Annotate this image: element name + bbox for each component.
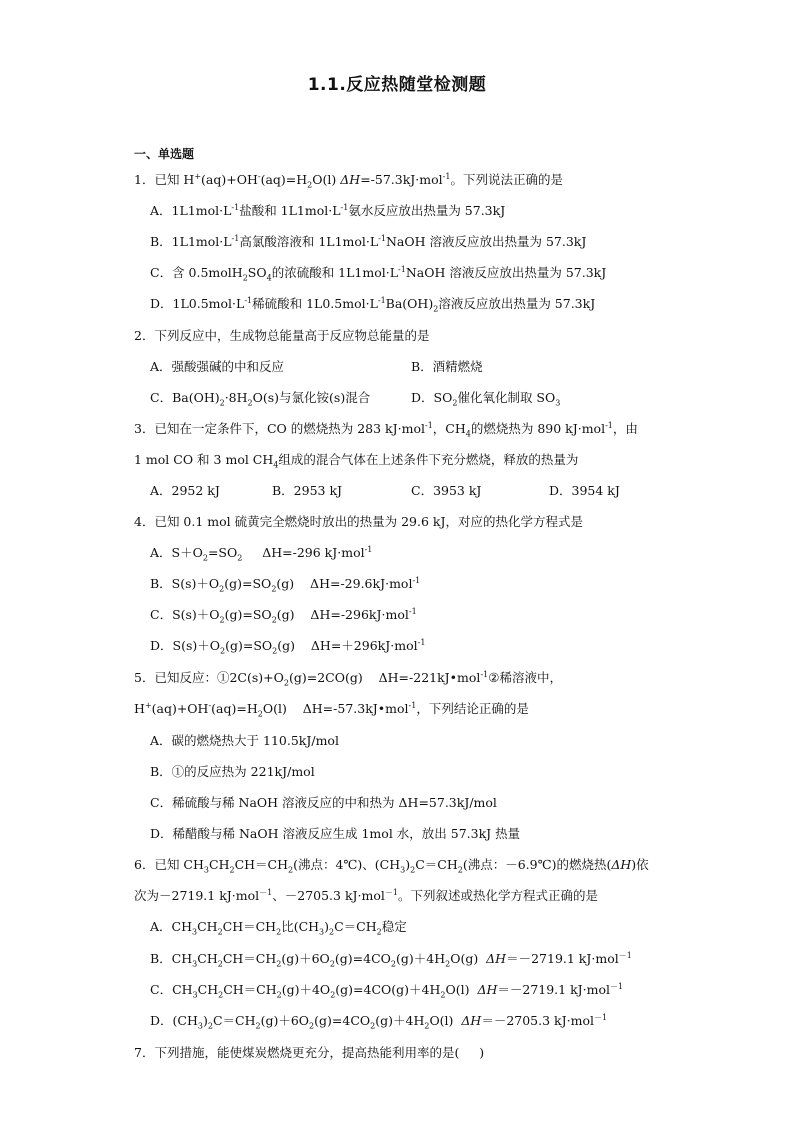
question-5-stem-line-2: $H^+(aq)+OH^-(aq)=H_2O(l)$ ΔH=-57.3kJ•mol$^{-1}$，下列结论正确的是 — [134, 700, 529, 719]
question-4-option-c: C．$S(s)+O_2(g)=SO_2(g)$ ΔH=-296kJ·mol$^{-1}$ — [150, 606, 417, 625]
question-4-option-a: A．$S+O_2=SO_2$ ΔH=-296 kJ·mol$^{-1}$ — [150, 544, 373, 563]
question-3-option-d: D．3954 kJ — [549, 483, 620, 498]
question-3-stem-line-1: 3．已知在一定条件下，CO 的燃烧热为 283 kJ·mol$^{-1}$，$CH_4$的燃烧热为 890 kJ·mol$^{-1}$，由 — [134, 420, 638, 439]
question-1-option-d: D．$1L0.5mol\cdot L^{-1}$稀硫酸和 $1L0.5mol\cdot L^{-1}Ba(OH)_2$溶液反应放出热量为 57.3kJ — [150, 295, 596, 314]
question-6-stem-line-1: 6．已知 $CH_3CH_2CH=CH_2$(沸点：4℃)、$(CH_3)_2C=CH_2$(沸点：－6.9℃)的燃烧热(ΔH)依 — [134, 857, 649, 875]
question-1-option-b: B．$1L1mol\cdot L^{-1}$高氯酸溶液和 $1L1mol\cdot L^{-1}NaOH$ 溶液反应放出热量为 57.3kJ — [150, 233, 587, 249]
question-6-option-d: D．$(CH_3)_2C=CH_2(g)+6O_2(g)=4CO_2(g)+4H_2O(l)$ ΔH＝－2705.3 kJ·mol$^{-1}$ — [150, 1012, 608, 1031]
question-1-option-a: A．$1L1mol\cdot L^{-1}$盐酸和 $1L1mol\cdot L^{-1}$氨水反应放出热量为 57.3kJ — [150, 202, 506, 218]
question-3-option-b: B．2953 kJ — [272, 483, 343, 498]
question-6-option-a: A．$CH_3CH_2CH=CH_2$比$(CH_3)_2C=CH_2$稳定 — [150, 919, 407, 937]
question-6-option-c: C．$CH_3CH_2CH=CH_2(g)+4O_2(g)=4CO(g)+4H_2O(l)$ ΔH＝－2719.1 kJ·mol$^{-1}$ — [150, 981, 624, 1000]
question-2-option-a: A．强酸强碱的中和反应 — [150, 359, 285, 374]
question-5-stem-line-1: 5．已知反应：$①2C(s)+O_2(g)=2CO(g)$ ΔH=-221kJ•mol$^{-1}$②稀溶液中， — [134, 669, 562, 688]
question-4-option-d: D．$S(s)+O_2(g)=SO_2(g)$ ΔH=＋296kJ·mol$^{-1}$ — [150, 637, 426, 656]
question-3-option-a: A．2952 kJ — [150, 483, 220, 498]
question-2-stem: 2．下列反应中，生成物总能量高于反应物总能量的是 — [134, 328, 430, 343]
question-6-stem-line-2: 次为－2719.1 kJ·mol$^{-1}$、－2705.3 kJ·mol$^{-1}$。下列叙述或热化学方程式正确的是 — [134, 887, 599, 903]
question-2-option-c: C．$Ba(OH)_2\cdot 8H_2O(s)$与氯化铵(s)混合 — [150, 390, 371, 408]
question-5-option-c: C．稀硫酸与稀 NaOH 溶液反应的中和热为 ΔH=57.3kJ/mol — [150, 795, 497, 810]
question-2-option-b: B．酒精燃烧 — [411, 359, 483, 374]
section-heading: 一、单选题 — [134, 147, 195, 161]
question-5-option-a: A．碳的燃烧热大于 110.5kJ/mol — [150, 733, 339, 748]
question-1-stem: 1．已知 $H^+(aq)+OH^-(aq)=H_2O(l)$ ΔH=-57.3kJ·mol$^{-1}$。下列说法正确的是 — [134, 171, 563, 190]
question-3-option-c: C．3953 kJ — [411, 483, 482, 498]
question-7-stem: 7．下列措施，能使煤炭燃烧更充分，提高热能利用率的是( ) — [134, 1045, 485, 1060]
question-5-option-d: D．稀醋酸与稀 NaOH 溶液反应生成 1mol 水，放出 57.3kJ 热量 — [150, 826, 521, 841]
question-3-stem-line-2: 1 mol CO 和 3 mol $CH_4$组成的混合气体在上述条件下充分燃烧，释放的热量为 — [134, 452, 579, 470]
question-4-stem: 4．已知 0.1 mol 硫黄完全燃烧时放出的热量为 29.6 kJ，对应的热化学方程式是 — [134, 514, 583, 529]
question-6-option-b: B．$CH_3CH_2CH=CH_2(g)+6O_2(g)=4CO_2(g)+4H_2O(g)$ ΔH＝－2719.1 kJ·mol$^{-1}$ — [150, 950, 632, 969]
question-4-option-b: B．$S(s)+O_2(g)=SO_2(g)$ ΔH=-29.6kJ·mol$^{-1}$ — [150, 575, 421, 594]
page-title: 1.1.反应热随堂检测题 — [307, 75, 487, 95]
question-2-option-d: D．$SO_2$催化氧化制取 $SO_3$ — [411, 390, 561, 408]
question-1-option-c: C．含 $0.5molH_2SO_4$的浓硫酸和 $1L1mol\cdot L^{-1}NaOH$ 溶液反应放出热量为 57.3kJ — [150, 264, 607, 283]
question-5-option-b: B．①的反应热为 221kJ/mol — [150, 764, 315, 779]
